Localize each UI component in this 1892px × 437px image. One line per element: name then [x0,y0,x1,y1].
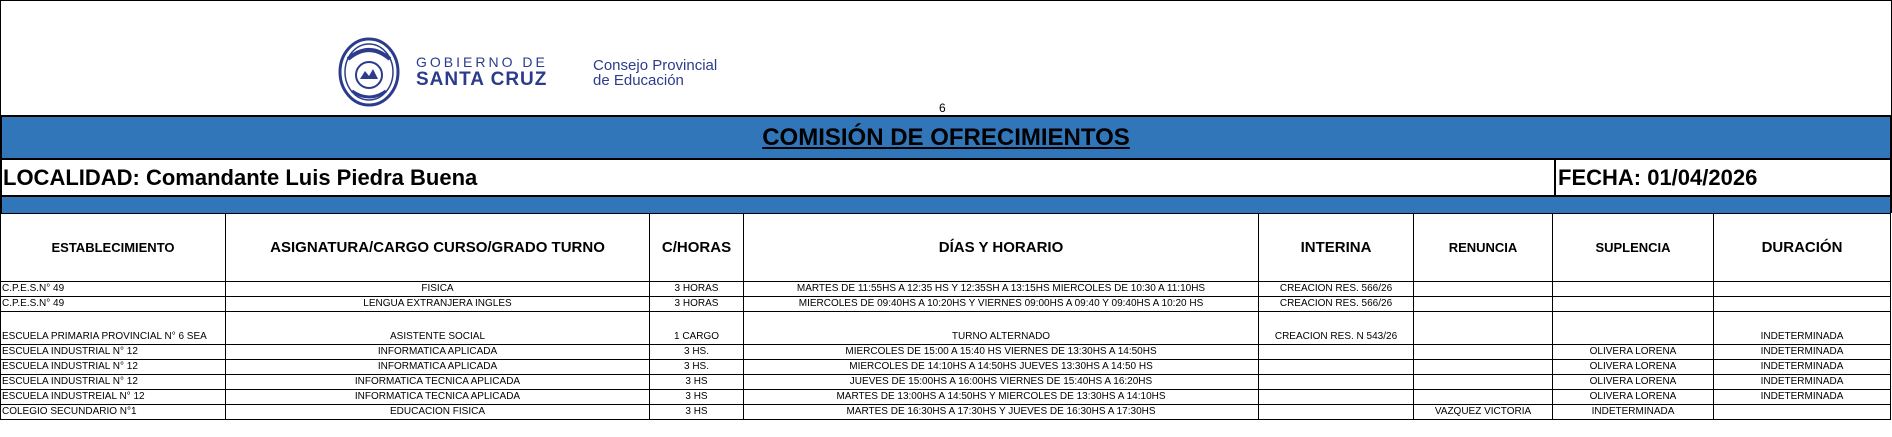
consejo-name [593,58,717,88]
logo-line-2: SANTA CRUZ [416,69,548,90]
government-logo [338,37,548,107]
column-header: ESTABLECIMIENTO [1,214,226,282]
government-name [416,54,548,90]
column-header: DÍAS Y HORARIO [744,214,1259,282]
duracion-cell: INDETERMINADA [1714,360,1891,375]
interina-cell [1259,360,1414,375]
suplencia-cell [1553,282,1714,297]
asignatura-cell: LENGUA EXTRANJERA INGLES [226,297,650,312]
table-row [1,297,1891,312]
logo-line-1: GOBIERNO DE [416,54,548,70]
asignatura-cell: INFORMATICA APLICADA [226,345,650,360]
horas-cell: 3 HS [650,405,744,420]
date-box [1554,160,1892,195]
asignatura-cell: INFORMATICA TECNICA APLICADA [226,375,650,390]
renuncia-cell [1414,375,1553,390]
table-row [1,360,1891,375]
asignatura-cell: FISICA [226,282,650,297]
interina-cell: CREACION RES. 566/26 [1259,297,1414,312]
horario-cell: MARTES DE 11:55HS A 12:35 HS Y 12:35SH A 13:15HS MIERCOLES DE 10:30 A 11:10HS [744,282,1259,297]
santa-cruz-crest-icon [338,37,400,107]
interina-cell [1259,390,1414,405]
interina-cell: CREACION RES. 566/26 [1259,282,1414,297]
table-header-row [1,214,1891,282]
column-header: C/HORAS [650,214,744,282]
table-row [1,345,1891,360]
locality-label: LOCALIDAD: Comandante Luis Piedra Buena [3,165,478,190]
suplencia-cell: OLIVERA LORENA [1553,390,1714,405]
interina-cell: CREACION RES. N 543/26 [1259,312,1414,345]
page-number: 6 [939,101,946,115]
offers-table [0,213,1891,420]
horas-cell: 1 CARGO [650,312,744,345]
table-row [1,390,1891,405]
duracion-cell [1714,282,1891,297]
duracion-cell [1714,405,1891,420]
table-row [1,405,1891,420]
locality-row [0,160,1892,197]
horas-cell: 3 HS. [650,360,744,375]
duracion-cell: INDETERMINADA [1714,345,1891,360]
horas-cell: 3 HORAS [650,282,744,297]
duracion-cell: INDETERMINADA [1714,375,1891,390]
establecimiento-cell: ESCUELA PRIMARIA PROVINCIAL N° 6 SEA [1,312,226,345]
column-header: INTERINA [1259,214,1414,282]
title-band [0,115,1892,160]
interina-cell [1259,405,1414,420]
suplencia-cell: OLIVERA LORENA [1553,345,1714,360]
date-label: FECHA: 01/04/2026 [1558,165,1758,190]
table-body [1,282,1891,420]
establecimiento-cell: ESCUELA INDUSTRIAL N° 12 [1,375,226,390]
horario-cell: TURNO ALTERNADO [744,312,1259,345]
establecimiento-cell: COLEGIO SECUNDARIO N°1 [1,405,226,420]
horario-cell: JUEVES DE 15:00HS A 16:00HS VIERNES DE 15:40HS A 16:20HS [744,375,1259,390]
suplencia-cell [1553,297,1714,312]
asignatura-cell: INFORMATICA APLICADA [226,360,650,375]
duracion-cell [1714,297,1891,312]
suplencia-cell [1553,312,1714,345]
horario-cell: MARTES DE 13:00HS A 14:50HS Y MIERCOLES DE 13:30HS A 14:10HS [744,390,1259,405]
table-row [1,375,1891,390]
renuncia-cell: VAZQUEZ VICTORIA [1414,405,1553,420]
consejo-line-2: de Educación [593,72,684,89]
asignatura-cell: ASISTENTE SOCIAL [226,312,650,345]
renuncia-cell [1414,297,1553,312]
horas-cell: 3 HS. [650,345,744,360]
renuncia-cell [1414,360,1553,375]
horario-cell: MARTES DE 16:30HS A 17:30HS Y JUEVES DE 16:30HS A 17:30HS [744,405,1259,420]
page-title: COMISIÓN DE OFRECIMIENTOS [762,124,1130,151]
renuncia-cell [1414,282,1553,297]
establecimiento-cell: C.P.E.S.N° 49 [1,282,226,297]
suplencia-cell: OLIVERA LORENA [1553,360,1714,375]
renuncia-cell [1414,345,1553,360]
column-header: SUPLENCIA [1553,214,1714,282]
table-row [1,312,1891,345]
separator-band [0,197,1892,213]
suplencia-cell: OLIVERA LORENA [1553,375,1714,390]
renuncia-cell [1414,390,1553,405]
horario-cell: MIERCOLES DE 14:10HS A 14:50HS JUEVES 13:30HS A 14:50 HS [744,360,1259,375]
suplencia-cell: INDETERMINADA [1553,405,1714,420]
interina-cell [1259,345,1414,360]
duracion-cell: INDETERMINADA [1714,312,1891,345]
duracion-cell: INDETERMINADA [1714,390,1891,405]
column-header: ASIGNATURA/CARGO CURSO/GRADO TURNO [226,214,650,282]
asignatura-cell: EDUCACION FISICA [226,405,650,420]
horas-cell: 3 HS [650,375,744,390]
table-row [1,282,1891,297]
establecimiento-cell: ESCUELA INDUSTRIAL N° 12 [1,345,226,360]
column-header: DURACIÓN [1714,214,1891,282]
establecimiento-cell: ESCUELA INDUSTRIAL N° 12 [1,360,226,375]
horario-cell: MIERCOLES DE 15:00 A 15:40 HS VIERNES DE 13:30HS A 14:50HS [744,345,1259,360]
horas-cell: 3 HS [650,390,744,405]
document-header [0,0,1892,115]
establecimiento-cell: C.P.E.S.N° 49 [1,297,226,312]
horas-cell: 3 HORAS [650,297,744,312]
consejo-line-1: Consejo Provincial [593,57,718,74]
establecimiento-cell: ESCUELA INDUSTREIAL N° 12 [1,390,226,405]
asignatura-cell: INFORMATICA TECNICA APLICADA [226,390,650,405]
column-header: RENUNCIA [1414,214,1553,282]
horario-cell: MIERCOLES DE 09:40HS A 10:20HS Y VIERNES 09:00HS A 09:40 Y 09:40HS A 10:20 HS [744,297,1259,312]
interina-cell [1259,375,1414,390]
renuncia-cell [1414,312,1553,345]
